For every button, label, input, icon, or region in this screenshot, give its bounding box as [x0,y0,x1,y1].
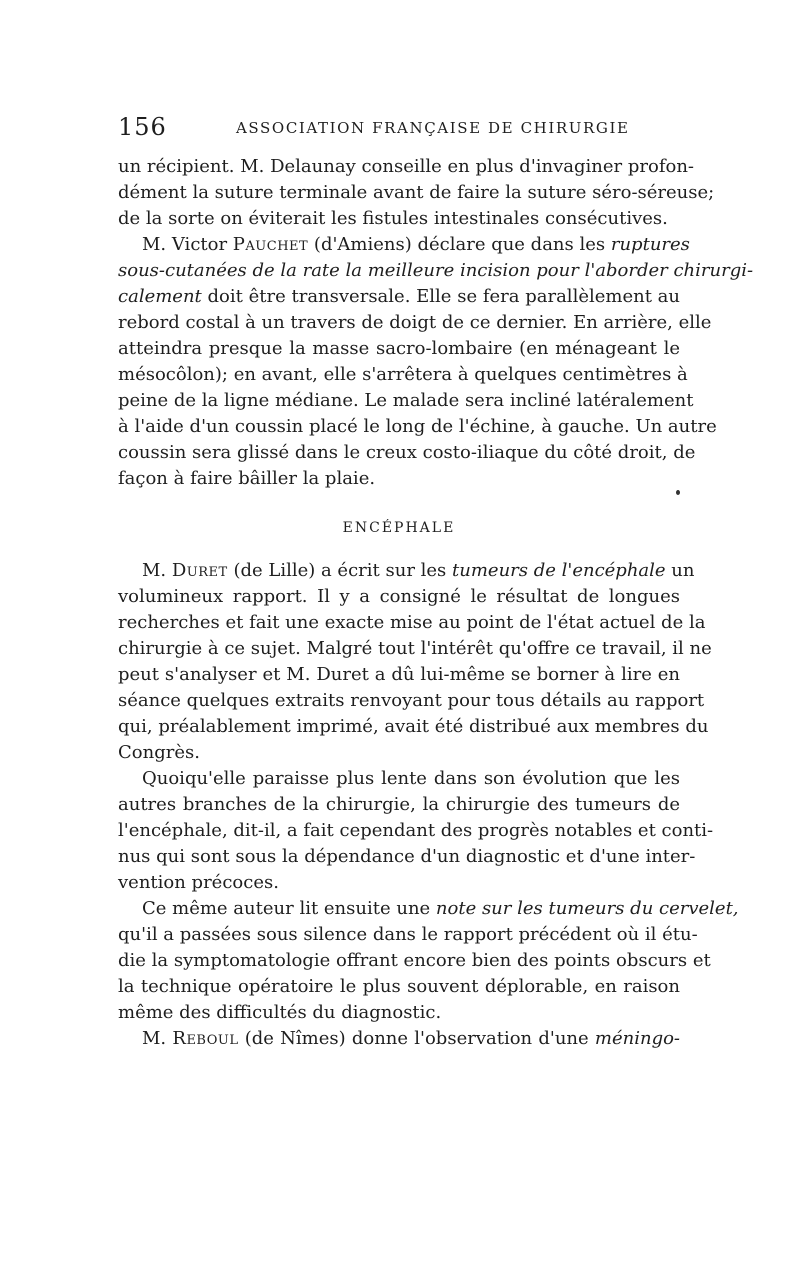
text-line: à l'aide d'un coussin placé le long de l'échine, à gauche. Un autre [118,416,717,437]
text-run: doit être transversale. Elle se fera parallèlement au [201,286,680,307]
text-line: un récipient. M. Delaunay conseille en plus d'invaginer profon- [118,156,695,177]
text-run: (de Nîmes) donne l'observation d'une [238,1028,595,1049]
text-line: peut s'analyser et M. Duret a dû lui-même se borner à lire en [118,664,680,685]
text-line: même des difficultés du diagnostic. [118,1002,442,1023]
paragraph-encephale [118,766,714,896]
text-run: Ce même auteur lit ensuite une [142,898,436,919]
text-line [118,232,690,258]
text-line: dément la suture terminale avant de faire la suture séro-séreuse; [118,182,715,203]
text-line: peine de la ligne médiane. Le malade sera incliné latéralement [118,390,694,411]
text-line: rebord costal à un travers de doigt de ce dernier. En arrière, elle [118,312,712,333]
text-line: coussin sera glissé dans le creux costo-iliaque du côté droit, de [118,442,696,463]
text-line [118,1026,680,1052]
paragraph-pauchet [118,232,754,492]
text-line: l'encéphale, dit-il, a fait cependant des progrès notables et conti- [118,820,714,841]
author-name: Reboul [172,1028,239,1049]
text-line [118,896,739,922]
text-line: Congrès. [118,742,200,763]
text-line [118,284,680,310]
page-number: 156 [118,113,167,141]
text-line: qui, préalablement imprimé, avait été distribué aux membres du [118,716,709,737]
text-line: Quoiqu'elle paraisse plus lente dans son évolution que les [142,768,680,789]
text-line: façon à faire bâiller la plaie. [118,468,376,489]
text-run: un [665,560,695,581]
text-line: vention précoces. [118,872,279,893]
running-header [118,112,680,142]
italic-run: ruptures [610,234,690,255]
italic-run: calement [118,286,202,307]
text-line: atteindra presque la masse sacro-lombaire (en ménageant le [118,338,680,359]
text-line: volumineux rapport. Il y a consigné le résultat de longues [118,586,680,607]
text-line: séance quelques extraits renvoyant pour tous détails au rapport [118,690,705,711]
text-line: nus qui sont sous la dépendance d'un diagnostic et d'une inter- [118,846,696,867]
running-title: ASSOCIATION FRANÇAISE DE CHIRURGIE [236,119,630,137]
text-line: de la sorte on éviterait les fistules intestinales consécutives. [118,208,668,229]
text-line: qu'il a passées sous silence dans le rapport précédent où il étu- [118,924,698,945]
text-line: sous-cutanées de la rate la meilleure incision pour l'aborder chirurgi- [118,260,754,281]
text-line: autres branches de la chirurgie, la chirurgie des tumeurs de [118,794,680,815]
text-run: M. [142,1028,173,1049]
italic-run: méningo- [594,1028,681,1049]
paragraph-duret [118,558,712,766]
text-run: M. Victor [142,234,233,255]
text-line: die la symptomatologie offrant encore bien des points obscurs et [118,950,711,971]
text-line [118,558,695,584]
section-heading: ENCÉPHALE [342,520,456,536]
text-line: recherches et fait une exacte mise au point de l'état actuel de la [118,612,706,633]
text-line: la technique opératoire le plus souvent déplorable, en raison [118,976,680,997]
print-speck [676,490,680,495]
author-name: Duret [171,560,228,581]
paragraph-delaunay [118,154,715,232]
paragraph-cervelet [118,896,739,1026]
text-run: M. [142,560,172,581]
text-run: (de Lille) a écrit sur les [227,560,453,581]
italic-run: tumeurs de l'encéphale [452,560,666,581]
italic-run: note sur les tumeurs du cervelet, [435,898,739,919]
author-name: Pauchet [232,234,309,255]
text-line: mésocôlon); en avant, elle s'arrêtera à quelques centimètres à [118,364,688,385]
text-run: (d'Amiens) déclare que dans les [308,234,611,255]
text-line: chirurgie à ce sujet. Malgré tout l'intérêt qu'offre ce travail, il ne [118,638,712,659]
paragraph-reboul [118,1026,680,1052]
